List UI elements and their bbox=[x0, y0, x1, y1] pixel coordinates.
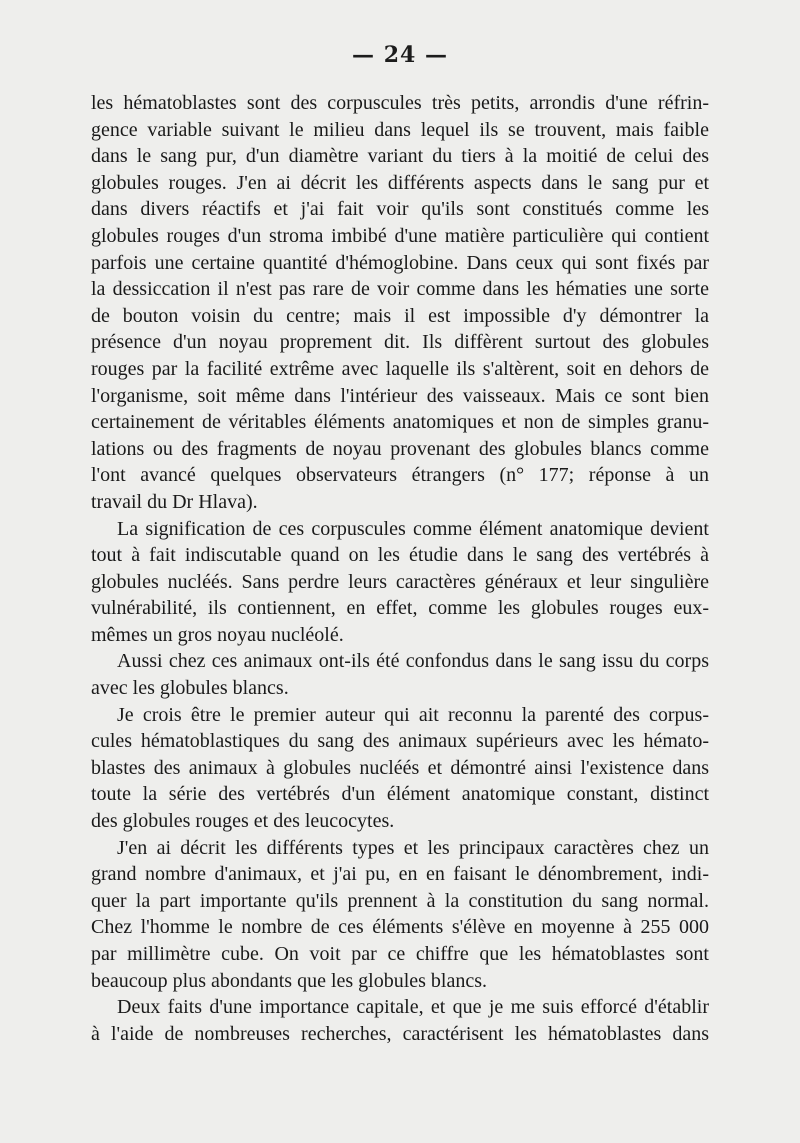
text-line: Chez l'homme le nombre de ces éléments s'élève en moyenne à 255 000 bbox=[91, 916, 709, 939]
text-line: certainement de véritables éléments anatomiques et non de simples granu- bbox=[91, 411, 709, 434]
text-line: présence d'un noyau proprement dit. Ils diffèrent surtout des globules bbox=[91, 331, 709, 354]
text-line: globules rouges. J'en ai décrit les différents aspects dans le sang pur et bbox=[91, 171, 709, 194]
text-line: lations ou des fragments de noyau provenant des globules blancs comme bbox=[91, 437, 709, 460]
text-line: l'organisme, soit même dans l'intérieur des vaisseaux. Mais ce sont bien bbox=[91, 384, 709, 407]
text-line: les hématoblastes sont des corpuscules très petits, arrondis d'une réfrin- bbox=[91, 92, 709, 114]
paragraph bbox=[91, 702, 709, 835]
paragraph bbox=[91, 648, 709, 701]
text-line: Je crois être le premier auteur qui ait reconnu la parenté des corpus- bbox=[117, 703, 709, 726]
paragraph bbox=[91, 90, 709, 516]
text-line: vulnérabilité, ils contiennent, en effet, comme les globules rouges eux- bbox=[91, 597, 709, 620]
text-line: Deux faits d'une importance capitale, et que je me suis efforcé d'établir bbox=[117, 996, 709, 1019]
text-line: quer la part importante qu'ils prennent à la constitution du sang normal. bbox=[91, 889, 709, 912]
text-line: beaucoup plus abondants que les globules blancs. bbox=[91, 969, 488, 992]
text-line: blastes des animaux à globules nucléés et démontré ainsi l'existence dans bbox=[91, 756, 709, 779]
text-line: avec les globules blancs. bbox=[91, 677, 289, 700]
text-line: toute la série des vertébrés d'un élément anatomique constant, distinct bbox=[91, 783, 709, 806]
text-line: l'ont avancé quelques observateurs étrangers (n° 177; réponse à un bbox=[91, 464, 709, 487]
text-line: globules rouges d'un stroma imbibé d'une matière particulière qui contient bbox=[91, 224, 709, 247]
page-number: — 24 — bbox=[352, 42, 448, 68]
text-line: dans divers réactifs et j'ai fait voir qu'ils sont constitués comme les bbox=[91, 198, 709, 221]
text-line: la dessiccation il n'est pas rare de voir comme dans les hématies une sorte bbox=[91, 278, 709, 301]
text-line: des globules rouges et des leucocytes. bbox=[91, 810, 395, 833]
text-line: de bouton voisin du centre; mais il est impossible d'y démontrer la bbox=[91, 304, 709, 327]
text-line: La signification de ces corpuscules comme élément anatomique devient bbox=[117, 517, 709, 540]
text-line: à l'aide de nombreuses recherches, caractérisent les hématoblastes dans bbox=[91, 1022, 709, 1045]
text-line: mêmes un gros noyau nucléolé. bbox=[91, 623, 344, 646]
text-line: parfois une certaine quantité d'hémoglobine. Dans ceux qui sont fixés par bbox=[91, 251, 709, 274]
text-line: tout à fait indiscutable quand on les étudie dans le sang des vertébrés à bbox=[91, 544, 709, 567]
text-line: J'en ai décrit les différents types et les principaux caractères chez un bbox=[117, 836, 709, 859]
text-line: grand nombre d'animaux, et j'ai pu, en en faisant le dénombrement, indi- bbox=[91, 863, 709, 886]
text-line: dans le sang pur, d'un diamètre variant du tiers à la moitié de celui des bbox=[91, 145, 709, 168]
text-line: gence variable suivant le milieu dans lequel ils se trouvent, mais faible bbox=[91, 118, 709, 141]
paragraph bbox=[91, 835, 709, 995]
text-line: par millimètre cube. On voit par ce chiffre que les hématoblastes sont bbox=[91, 943, 709, 965]
paragraph bbox=[91, 994, 709, 1047]
text-line: travail du Dr Hlava). bbox=[91, 490, 258, 513]
text-line: Aussi chez ces animaux ont-ils été confondus dans le sang issu du corps bbox=[117, 650, 709, 673]
text-line: cules hématoblastiques du sang des animaux supérieurs avec les hémato- bbox=[91, 730, 709, 753]
text-line: globules nucléés. Sans perdre leurs caractères généraux et leur singulière bbox=[91, 570, 709, 593]
paragraph bbox=[91, 516, 709, 649]
text-line: rouges par la facilité extrême avec laquelle ils s'altèrent, soit en dehors de bbox=[91, 357, 709, 380]
body-text bbox=[91, 90, 709, 1047]
